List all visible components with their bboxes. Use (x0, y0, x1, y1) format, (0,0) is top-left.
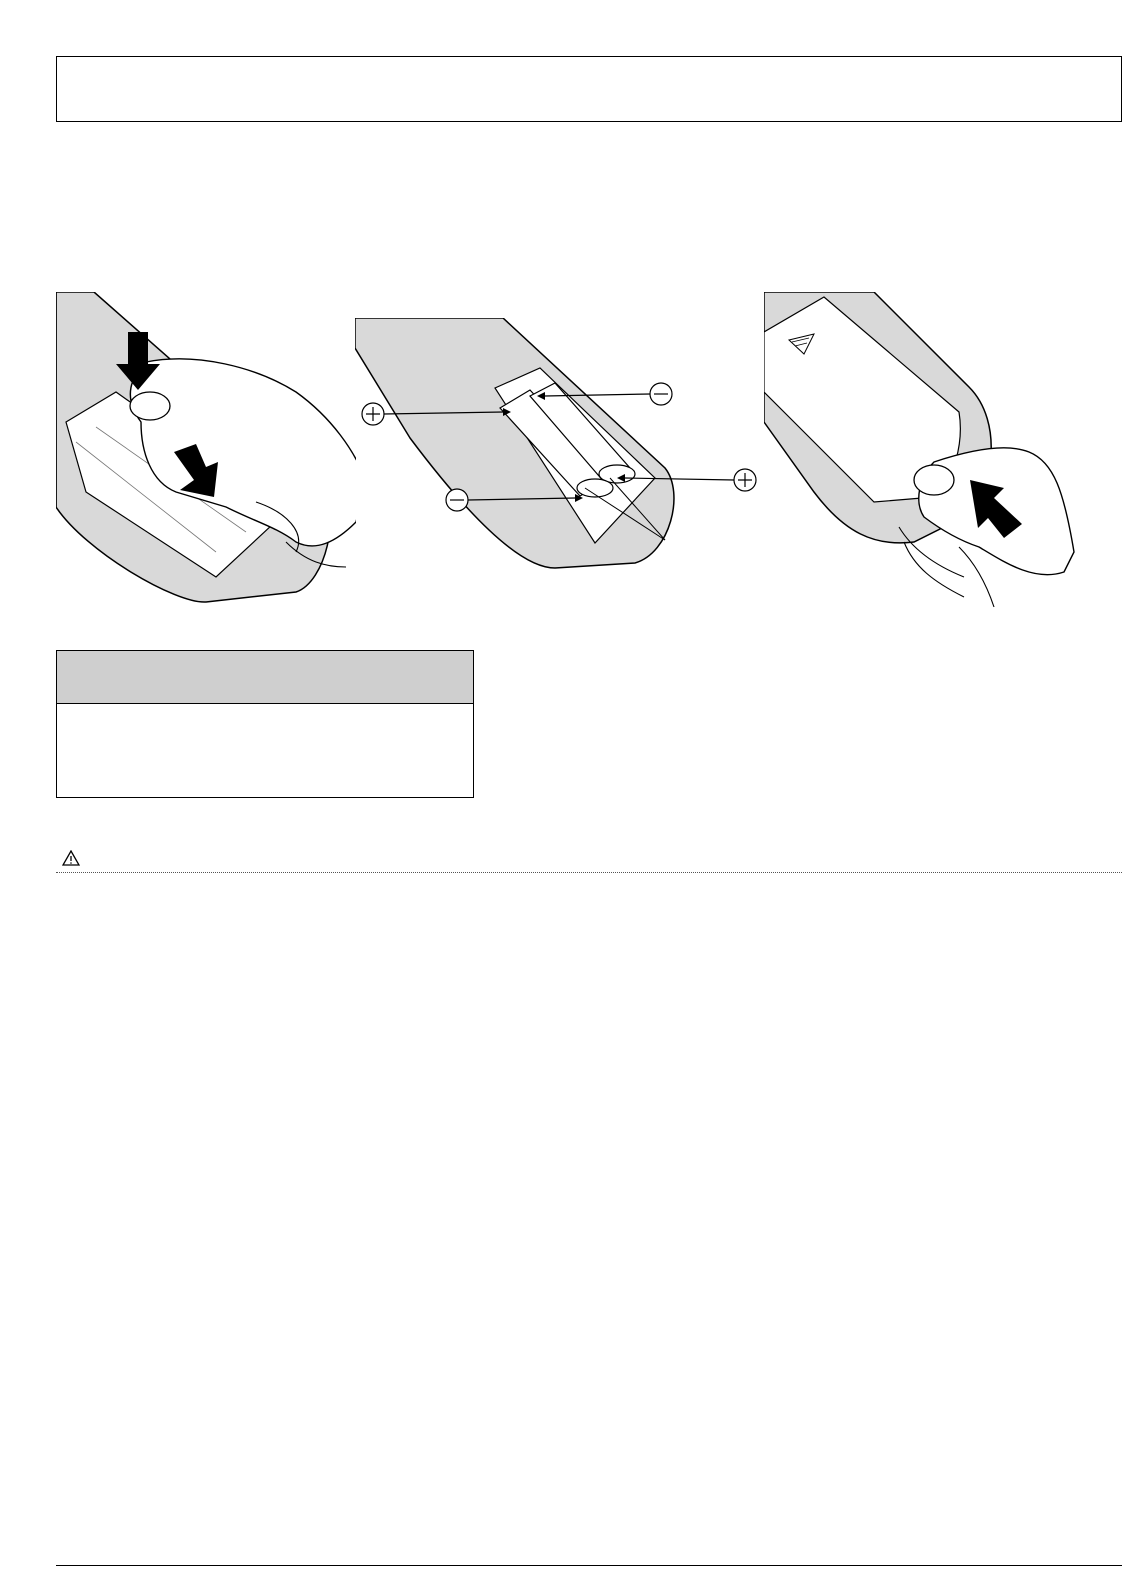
figure-open-cover (56, 292, 356, 610)
figure-close-cover (764, 292, 1082, 610)
warning-triangle-icon (62, 850, 80, 866)
remote-control-icon (355, 318, 674, 568)
caution-divider (56, 872, 1122, 873)
section-title-box (56, 56, 1122, 122)
figure-insert-batteries (355, 318, 765, 578)
note-box (56, 650, 474, 798)
footer-divider (56, 1565, 1122, 1566)
note-header (57, 651, 473, 704)
